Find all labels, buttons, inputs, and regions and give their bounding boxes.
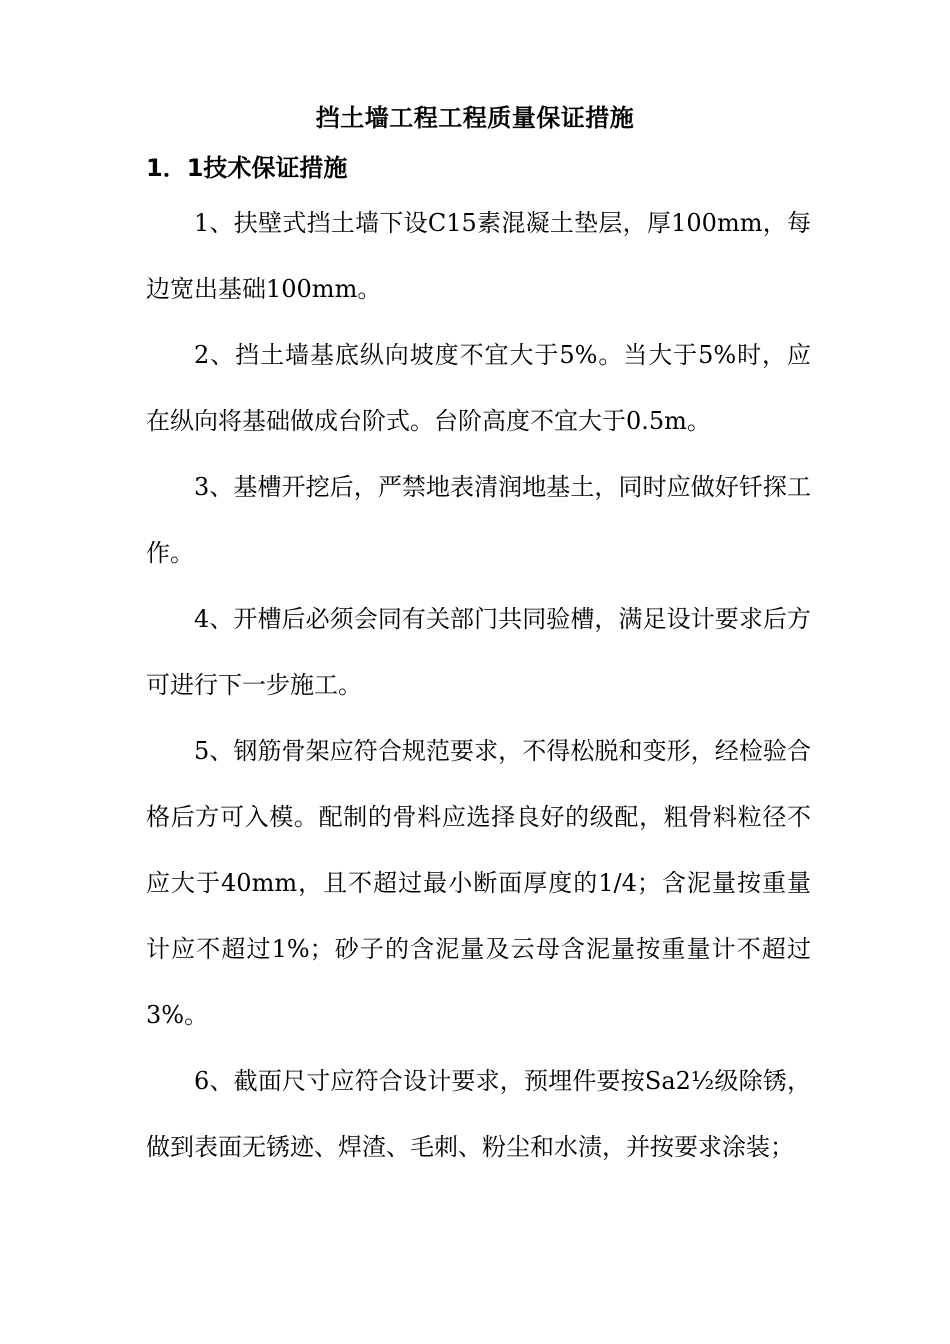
document-title: 挡土墙工程工程质量保证措施 xyxy=(315,104,635,132)
paragraph-5: 5、钢筋骨架应符合规范要求，不得松脱和变形，经检验合格后方可入模。配制的骨料应选择良好的级配，粗骨料粒径不应大于40mm，且不超过最小断面厚度的1/4；含泥量按重量计应不超过1%；砂子的含泥量及云母含泥量按重量计不超过3%。 xyxy=(146,737,811,1029)
section-heading: 1．1技术保证措施 xyxy=(146,154,348,182)
paragraph-3: 3、基槽开挖后，严禁地表清润地基土，同时应做好钎探工作。 xyxy=(146,473,811,567)
paragraph-2: 2、挡土墙基底纵向坡度不宜大于5%。当大于5%时，应在纵向将基础做成台阶式。台阶高度不宜大于0.5m。 xyxy=(146,341,811,435)
document-body xyxy=(146,190,811,1180)
paragraph-1: 1、扶壁式挡土墙下设C15素混凝土垫层，厚100mm，每边宽出基础100mm。 xyxy=(146,209,811,303)
paragraph-4: 4、开槽后必须会同有关部门共同验槽，满足设计要求后方可进行下一步施工。 xyxy=(146,605,811,699)
paragraph-6: 6、截面尺寸应符合设计要求，预埋件要按Sa2½级除锈，做到表面无锈迹、焊渣、毛刺、粉尘和水渍，并按要求涂装； xyxy=(146,1067,811,1161)
